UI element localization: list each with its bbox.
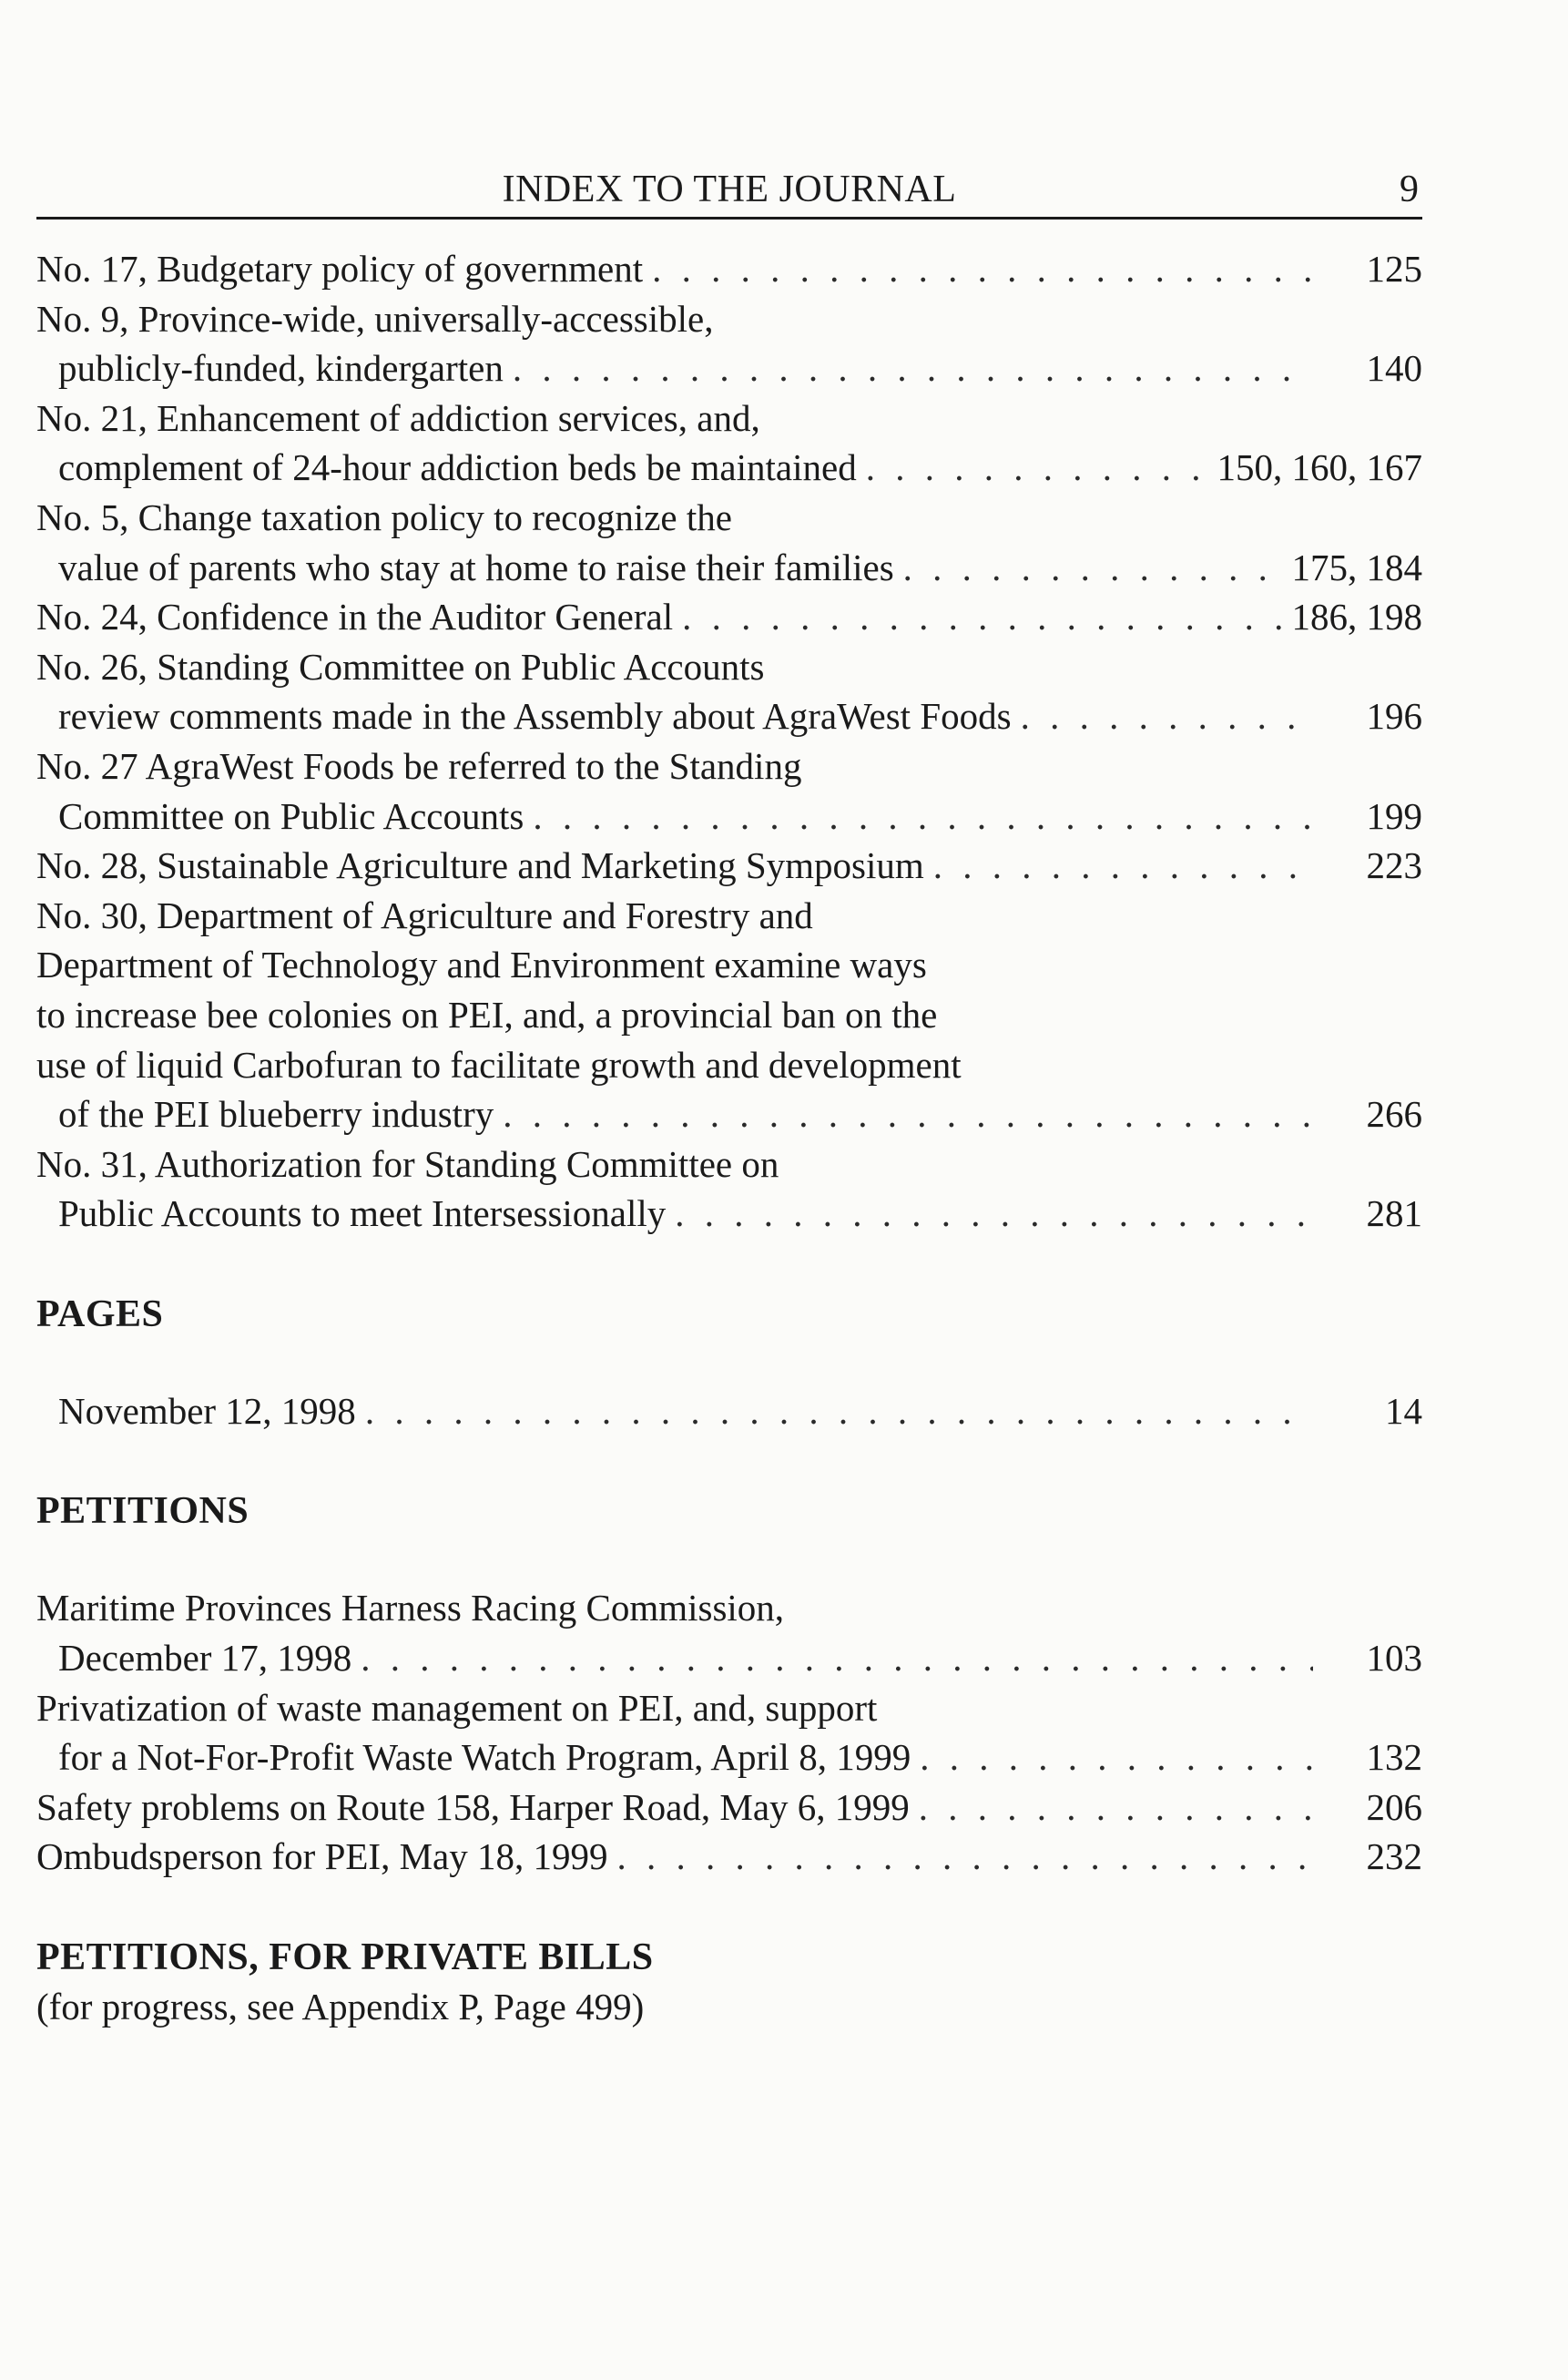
entry-text: use of liquid Carbofuran to facilitate growth and development — [36, 1043, 962, 1086]
entry-page-ref: 14 — [1385, 1389, 1422, 1432]
entry-text-line — [36, 1583, 1422, 1633]
entry-page-ref: 199 — [1366, 794, 1422, 837]
entry-page-ref: 186, 198 — [1291, 596, 1422, 638]
entry-text: No. 5, Change taxation policy to recognize the — [36, 495, 732, 538]
entry-text: Maritime Provinces Harness Racing Commission, — [36, 1587, 785, 1629]
index-entry — [36, 741, 1422, 841]
entry-leader-line — [36, 592, 1422, 642]
page-header — [36, 162, 1422, 220]
entry-leader-line — [36, 1633, 1422, 1683]
entry-page-ref: 196 — [1366, 695, 1422, 738]
dot-leader — [503, 1089, 1313, 1139]
index-entry — [36, 244, 1422, 294]
entry-text: Ombudsperson for PEI, May 18, 1999 — [36, 1835, 608, 1878]
entry-leader-line — [36, 691, 1422, 741]
index-entry — [36, 592, 1422, 642]
dot-leader — [920, 1732, 1313, 1782]
entry-leader-line — [36, 1189, 1422, 1239]
dot-leader — [365, 1386, 1313, 1436]
index-entry — [36, 1832, 1422, 1882]
dot-leader — [675, 1189, 1313, 1239]
entry-text-line — [36, 642, 1422, 692]
entry-leader-line — [36, 543, 1422, 593]
entry-text: No. 17, Budgetary policy of government — [36, 248, 644, 290]
dot-leader — [933, 841, 1313, 891]
index-entry — [36, 642, 1422, 741]
dot-leader — [652, 244, 1313, 294]
entry-text: November 12, 1998 — [58, 1389, 356, 1432]
entry-page-ref: 232 — [1366, 1835, 1422, 1878]
entry-text-line — [36, 741, 1422, 792]
entry-text: Safety problems on Route 158, Harper Road, May 6, 1999 — [36, 1785, 910, 1828]
index-entry — [36, 841, 1422, 891]
index-entry — [36, 1583, 1422, 1682]
section-heading-pages: PAGES — [36, 1292, 164, 1335]
entry-leader-line — [36, 1732, 1422, 1782]
index-content — [36, 244, 1422, 2031]
entry-leader-line — [36, 1386, 1422, 1436]
entry-text: to increase bee colonies on PEI, and, a provincial ban on the — [36, 993, 938, 1036]
entry-leader-line — [36, 343, 1422, 393]
entry-page-ref: 223 — [1366, 844, 1422, 887]
entry-text: No. 21, Enhancement of addiction services, and, — [36, 396, 760, 439]
entry-text: Public Accounts to meet Intersessionally — [58, 1192, 667, 1235]
entry-leader-line — [36, 1089, 1422, 1139]
entry-page-ref: 281 — [1366, 1192, 1422, 1235]
entry-text-line — [36, 1683, 1422, 1733]
entry-text: review comments made in the Assembly about AgraWest Foods — [58, 695, 1012, 738]
index-entry — [36, 393, 1422, 493]
dot-leader — [533, 792, 1313, 842]
entry-text: for a Not-For-Profit Waste Watch Program, April 8, 1999 — [58, 1736, 911, 1779]
entry-text-line — [36, 891, 1422, 941]
entry-text: No. 24, Confidence in the Auditor General — [36, 596, 674, 638]
entry-text: No. 30, Department of Agriculture and Forestry and — [36, 894, 813, 936]
entry-page-ref: 103 — [1366, 1637, 1422, 1680]
entry-text: No. 28, Sustainable Agriculture and Marketing Symposium — [36, 844, 924, 887]
section-heading-petitions: PETITIONS — [36, 1490, 249, 1533]
entry-leader-line — [36, 244, 1422, 294]
entry-leader-line — [36, 1832, 1422, 1882]
entry-page-ref: 266 — [1366, 1093, 1422, 1136]
dot-leader — [361, 1633, 1313, 1683]
entry-text-line — [36, 294, 1422, 344]
entry-page-ref: 150, 160, 167 — [1217, 446, 1422, 489]
index-entry — [36, 1683, 1422, 1782]
entry-leader-line — [36, 792, 1422, 842]
entry-text: Department of Technology and Environment examine ways — [36, 944, 927, 986]
section-heading-private-bills: PETITIONS, FOR PRIVATE BILLS — [36, 1936, 654, 1979]
motions-list — [36, 244, 1422, 1239]
entry-text-line — [36, 940, 1422, 990]
entry-leader-line — [36, 841, 1422, 891]
entry-page-ref: 125 — [1366, 248, 1422, 290]
entry-text: of the PEI blueberry industry — [58, 1093, 494, 1136]
entry-text: publicly-funded, kindergarten — [58, 347, 504, 390]
dot-leader — [866, 443, 1208, 493]
entry-page-ref: 140 — [1366, 347, 1422, 390]
entry-text-line — [36, 493, 1422, 543]
index-entry — [36, 1782, 1422, 1833]
index-entry — [36, 891, 1422, 1139]
page-title: INDEX TO THE JOURNAL — [502, 169, 957, 210]
index-entry — [36, 1139, 1422, 1239]
entry-leader-line — [36, 1782, 1422, 1833]
entry-page-ref: 175, 184 — [1291, 546, 1422, 588]
entry-text: Committee on Public Accounts — [58, 794, 524, 837]
entry-text: No. 26, Standing Committee on Public Accounts — [36, 645, 765, 688]
entry-text: December 17, 1998 — [58, 1637, 352, 1680]
entry-text-line — [36, 1040, 1422, 1090]
entry-page-ref: 132 — [1366, 1736, 1422, 1779]
index-entry — [36, 294, 1422, 393]
entry-text: complement of 24-hour addiction beds be maintained — [58, 446, 857, 489]
entry-page-ref: 206 — [1366, 1785, 1422, 1828]
entry-leader-line — [36, 443, 1422, 493]
dot-leader — [616, 1832, 1313, 1882]
dot-leader — [682, 592, 1282, 642]
petitions-list — [36, 1583, 1422, 1882]
entry-text-line — [36, 1139, 1422, 1190]
pages-list — [36, 1386, 1422, 1436]
entry-text: Privatization of waste management on PEI, and, support — [36, 1686, 878, 1729]
entry-text: No. 27 AgraWest Foods be referred to the Standing — [36, 744, 802, 787]
entry-text-line — [36, 393, 1422, 444]
index-entry — [36, 493, 1422, 592]
entry-text-line — [36, 990, 1422, 1040]
entry-text: No. 31, Authorization for Standing Committee on — [36, 1142, 779, 1185]
dot-leader — [903, 543, 1283, 593]
dot-leader — [513, 343, 1313, 393]
dot-leader — [1021, 691, 1313, 741]
entry-text: No. 9, Province-wide, universally-accessible, — [36, 297, 714, 340]
page-number: 9 — [1400, 169, 1419, 210]
entry-text: value of parents who stay at home to raise their families — [58, 546, 894, 588]
private-bills-note: (for progress, see Appendix P, Page 499) — [36, 1986, 645, 2028]
dot-leader — [919, 1782, 1313, 1833]
